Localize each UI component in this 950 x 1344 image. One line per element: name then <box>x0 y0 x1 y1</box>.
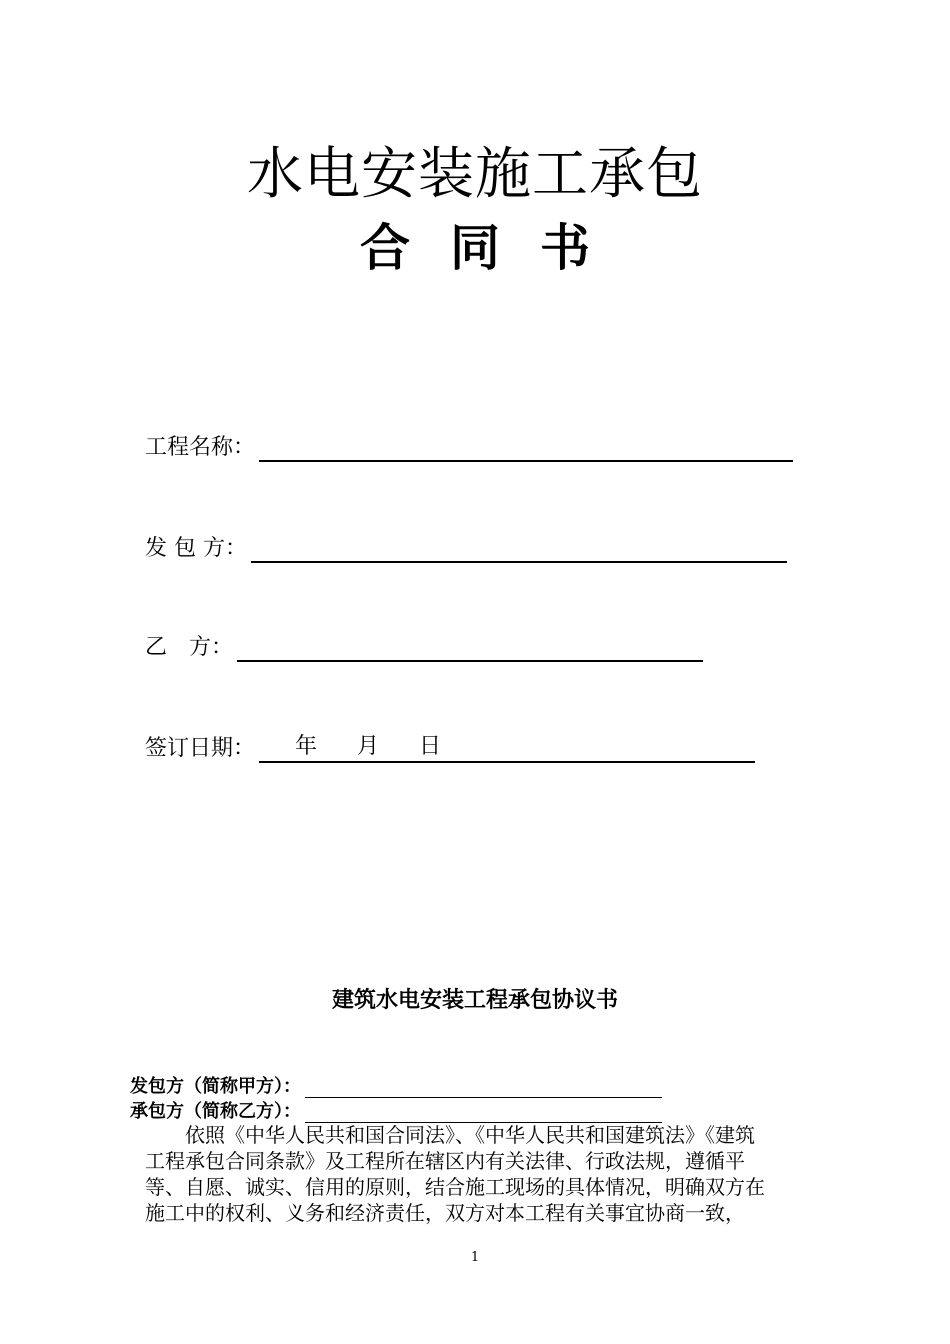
agreement-body <box>145 1122 810 1226</box>
party-a-row <box>130 1072 662 1098</box>
contractor-label: 承包方（简称乙方）： <box>130 1101 301 1122</box>
party-b-row <box>130 1097 662 1123</box>
contract-subtitle: 合同书 <box>360 218 630 277</box>
date-day: 日 <box>419 734 442 759</box>
contract-title: 水电安装施工承包 <box>247 142 703 207</box>
employer-blank[interactable] <box>251 533 787 563</box>
party-b-label: 乙 方： <box>145 635 234 660</box>
body-line: 工程承包合同条款》及工程所在辖区内有关法律、行政法规，遵循平 <box>145 1149 745 1173</box>
date-month: 月 <box>357 734 380 759</box>
page-number: 1 <box>470 1250 480 1265</box>
date-year: 年 <box>295 734 318 759</box>
sign-date-field <box>145 733 755 763</box>
party-a-label: 发包方（简称甲方）： <box>130 1076 301 1097</box>
party-a-blank[interactable] <box>305 1077 662 1098</box>
body-line: 施工中的权利、义务和经济责任，双方对本工程有关事宜协商一致， <box>145 1201 745 1225</box>
body-line: 依照《中华人民共和国合同法》、《中华人民共和国建筑法》《建筑 <box>145 1123 755 1147</box>
party-b-blank[interactable] <box>237 632 703 662</box>
agreement-heading: 建筑水电安装工程承包协议书 <box>331 988 618 1013</box>
project-name-label: 工程名称： <box>145 435 256 460</box>
party-b-field <box>145 632 703 662</box>
project-name-field <box>145 432 793 462</box>
employer-field <box>145 533 787 563</box>
project-name-blank[interactable] <box>259 432 793 462</box>
sign-date-label: 签订日期： <box>145 736 256 761</box>
body-line: 等、自愿、诚实、信用的原则，结合施工现场的具体情况，明确双方在 <box>145 1175 765 1199</box>
contractor-blank[interactable] <box>305 1102 662 1123</box>
employer-label: 发 包 方： <box>145 536 247 561</box>
sign-date-blank[interactable] <box>259 733 755 763</box>
